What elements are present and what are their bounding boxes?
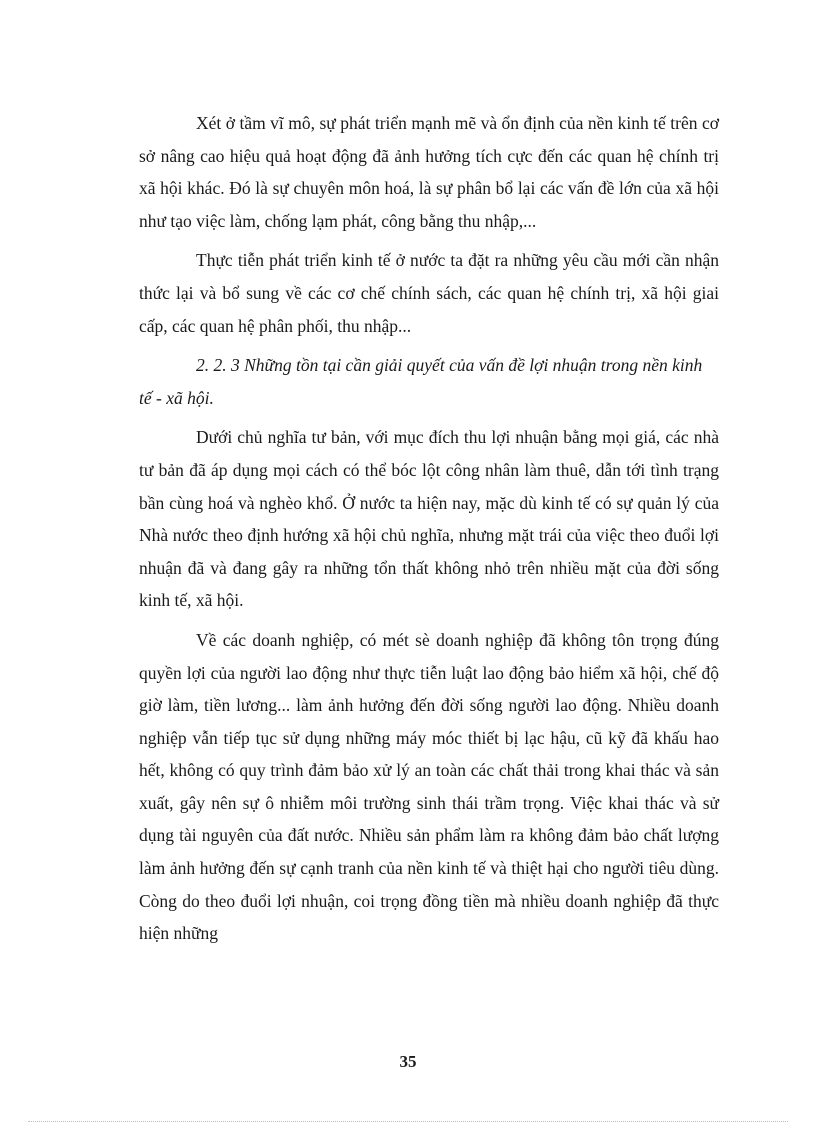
page-bottom-divider <box>28 1121 788 1122</box>
page-number: 35 <box>399 1052 417 1071</box>
page-body <box>139 107 719 957</box>
paragraph-macro-economy: Xét ở tầm vĩ mô, sự phát triển mạnh mẽ và ổn định của nền kinh tế trên cơ sở nâng cao hiệu quả hoạt động đã ảnh hưởng tích cực đến các quan hệ chính trị xã hội khác. Đó là sự chuyên môn hoá, là sự phân bổ lại các vấn đề lớn của xã hội như tạo việc làm, chống lạm phát, công bằng thu nhập,... <box>139 113 719 231</box>
paragraph-economic-practice: Thực tiễn phát triển kinh tế ở nước ta đặt ra những yêu cầu mới cần nhận thức lại và bổ sung về các cơ chế chính sách, các quan hệ chính trị, xã hội giai cấp, các quan hệ phân phối, thu nhập... <box>139 250 719 336</box>
paragraph-enterprises: Về các doanh nghiệp, có mét sè doanh nghiệp đã không tôn trọng đúng quyền lợi của người lao động như thực tiễn luật lao động bảo hiểm xã hội, chế độ giờ làm, tiền lương... làm ảnh hưởng đến đời sống người lao động. Nhiều doanh nghiệp vẫn tiếp tục sử dụng những máy móc thiết bị lạc hậu, cũ kỹ đã khấu hao hết, không có quy trình đảm bảo xử lý an toàn các chất thải trong khai thác và sản xuất, gây nên sự ô nhiễm môi trường sinh thái trầm trọng. Việc khai thác và sử dụng tài nguyên của đất nước. Nhiều sản phẩm làm ra không đảm bảo chất lượng làm ảnh hưởng đến sự cạnh tranh của nền kinh tế và thiệt hại cho người tiêu dùng. Còng do theo đuổi lợi nhuận, coi trọng đồng tiền mà nhiều doanh nghiệp đã thực hiện những <box>139 629 719 944</box>
paragraph-capitalism: Dưới chủ nghĩa tư bản, với mục đích thu lợi nhuận bằng mọi giá, các nhà tư bản đã áp dụng mọi cách có thể bóc lột công nhân làm thuê, dẫn tới tình trạng bần cùng hoá và nghèo khổ. Ở nước ta hiện nay, mặc dù kinh tế có sự quản lý của Nhà nước theo định hướng xã hội chủ nghĩa, nhưng mặt trái của việc theo đuổi lợi nhuận đã và đang gây ra những tổn thất không nhỏ trên nhiều mặt của đời sống kinh tế, xã hội. <box>139 427 719 611</box>
section-heading: 2. 2. 3 Những tồn tại cần giải quyết của vấn đề lợi nhuận trong nền kinh tế - xã hội. <box>139 355 703 408</box>
